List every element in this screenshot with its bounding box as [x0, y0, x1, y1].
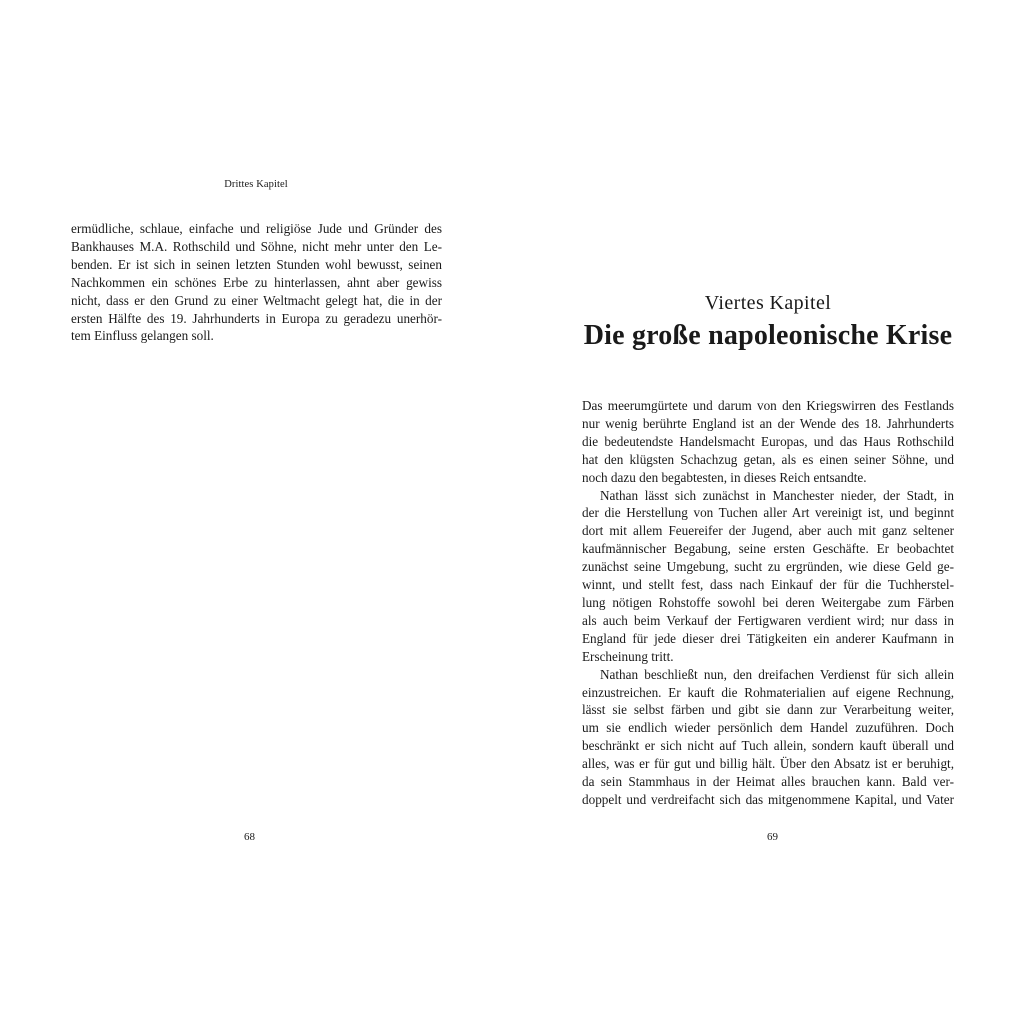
text-line: lässt sie selbst färben und gibt sie dann zur Verarbeitung weiter,: [582, 702, 954, 718]
text-line: Bankhauses M.A. Rothschild und Söhne, nicht mehr unter den Le-: [71, 238, 442, 254]
text-line: die bedeutendste Handelsmacht Europas, und das Haus Rothschild: [582, 433, 954, 449]
text-line: Nathan beschließt nun, den dreifachen Verdienst für sich allein: [600, 666, 954, 682]
text-line: kaufmännischer Begabung, seine ersten Geschäfte. Er beobachtet: [582, 541, 954, 557]
text-line: nicht, dass er den Grund zu einer Weltmacht gelegt hat, die in der: [71, 292, 442, 308]
chapter-label: Viertes Kapitel: [704, 292, 832, 314]
text-line: ermüdliche, schlaue, einfache und religiöse Jude und Gründer des: [71, 221, 442, 236]
text-line: da sein Stammhaus in der Heimat alles brauchen kann. Bald ver-: [582, 774, 954, 790]
left-page-body: [71, 220, 442, 345]
text-line: Nachkommen ein schönes Erbe zu hinterlassen, ahnt aber gewiss: [71, 274, 442, 290]
text-line: winnt, und stellt fest, dass nach Einkauf der für die Tuchherstel-: [582, 577, 954, 593]
text-line: lung nötigen Rohstoffe sowohl bei deren Weitergabe zum Färben: [582, 594, 954, 610]
text-line: tem Einfluss gelangen soll.: [71, 328, 214, 344]
text-line: Das meerumgürtete und darum von den Kriegswirren des Festlands: [582, 398, 954, 413]
text-line: Nathan lässt sich zunächst in Manchester nieder, der Stadt, in: [600, 487, 954, 503]
text-line: Erscheinung tritt.: [582, 648, 674, 664]
text-line: einzustreichen. Er kauft die Rohmaterialien auf eigene Rechnung,: [582, 684, 954, 700]
text-line: noch dazu den begabtesten, in dieses Reich entsandte.: [582, 469, 867, 485]
text-line: nur wenig berührte England ist an der Wende des 18. Jahrhunderts: [582, 415, 954, 431]
text-line: als auch beim Verkauf der Fertigwaren verdient wird; nur dass in: [582, 612, 954, 628]
text-line: hat den klügsten Schachzug getan, als es einen seiner Söhne, und: [582, 451, 954, 467]
right-page: [512, 0, 1024, 1024]
text-line: alles, was er für gut und billig hält. Über den Absatz ist er beruhigt,: [582, 756, 954, 772]
text-line: dort mit allem Feuereifer der Jugend, aber auch mit ganz seltener: [582, 523, 954, 539]
text-line: ersten Hälfte des 19. Jahrhunderts in Europa zu geradezu unerhör-: [71, 310, 442, 326]
running-head: Drittes Kapitel: [224, 179, 288, 190]
text-line: benden. Er ist sich in seinen letzten Stunden wohl bewusst, seinen: [71, 256, 442, 272]
chapter-title: Die große napoleonische Krise: [583, 320, 953, 351]
text-line: beschränkt er sich nicht auf Tuch allein, sondern kauft überall und: [582, 738, 954, 754]
text-line: um sie endlich wieder persönlich dem Handel zuzuführen. Doch: [582, 720, 954, 736]
text-line: zunächst seine Umgebung, sucht zu ergründen, wie diese Geld ge-: [582, 559, 954, 575]
page-number: 69: [767, 831, 778, 843]
right-page-body: [582, 397, 954, 809]
text-line: doppelt und verdreifacht sich das mitgenommene Kapital, und Vater: [582, 791, 954, 807]
text-line: England für jede dieser drei Tätigkeiten ein anderer Kaufmann in: [582, 630, 954, 646]
page-number: 68: [244, 831, 255, 843]
text-line: der die Herstellung von Tuchen aller Art vereinigt ist, und beginnt: [582, 505, 954, 521]
